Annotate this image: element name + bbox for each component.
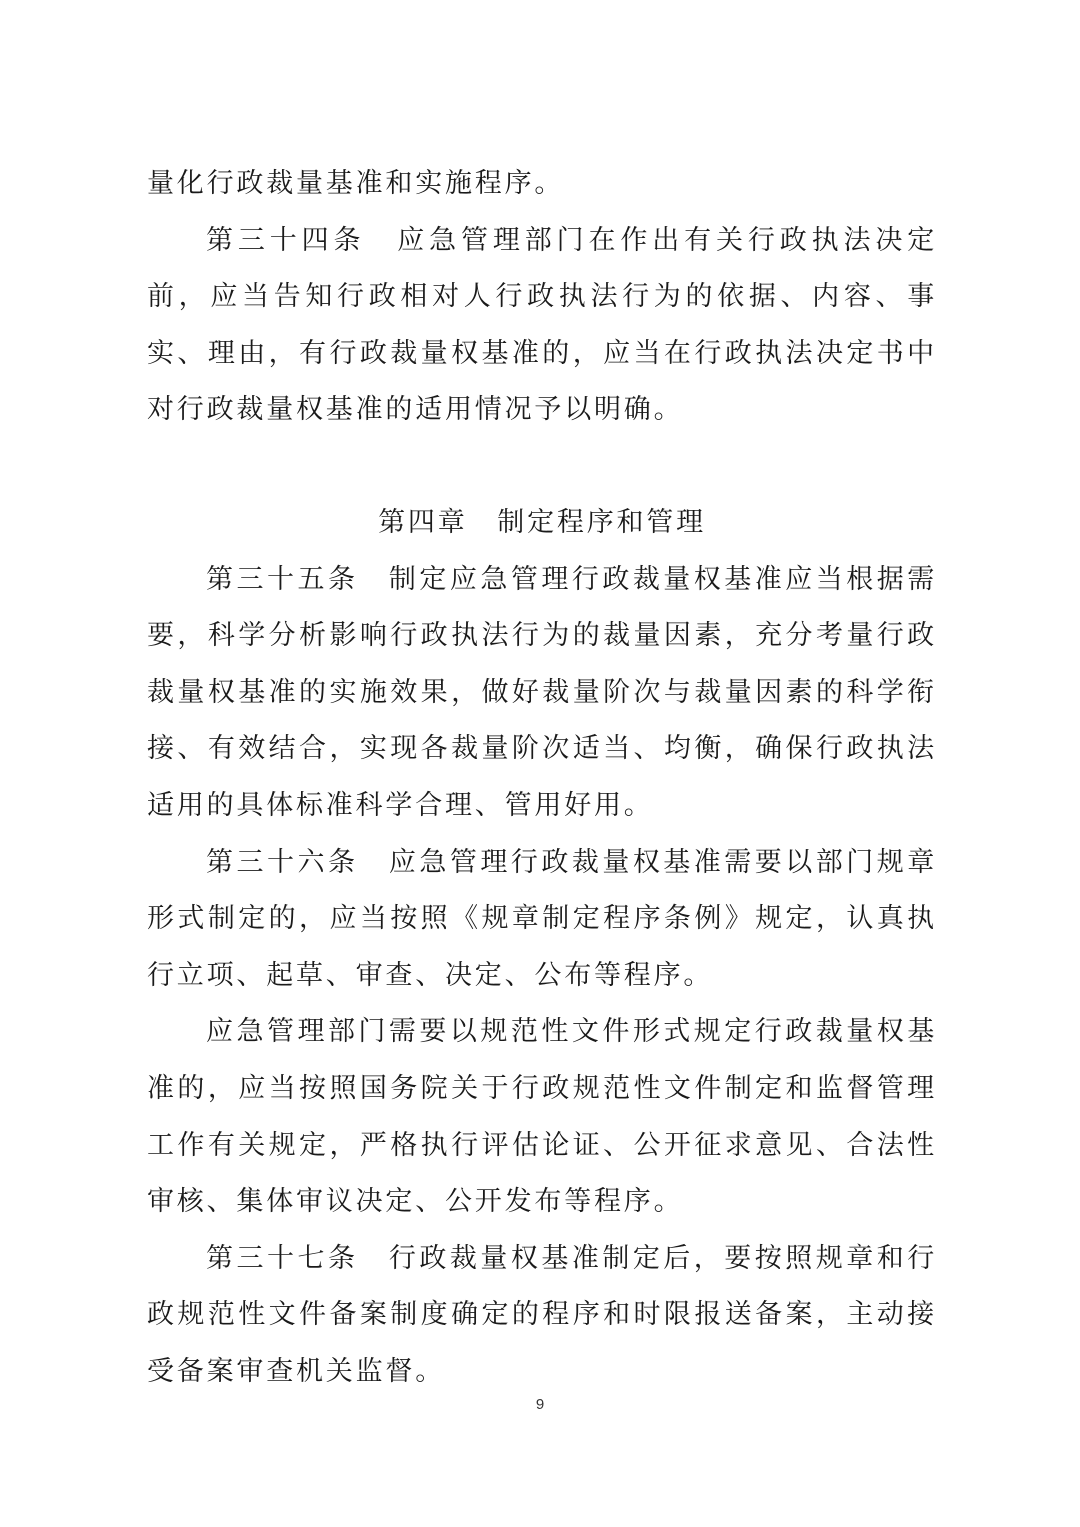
chapter-heading: 第四章 制定程序和管理: [378, 506, 706, 538]
paragraph-article-35: 第三十五条 制定应急管理行政裁量权基准应当根据需要，科学分析影响行政执法行为的裁量因素，充分考量行政裁量权基准的实施效果，做好裁量阶次与裁量因素的科学衔接、有效结合，实现各裁量阶次适当、均衡，确保行政执法适用的具体标准科学合理、管用好用。: [147, 563, 937, 821]
paragraph-article-37: 第三十七条 行政裁量权基准制定后，要按照规章和行政规范性文件备案制度确定的程序和时限报送备案，主动接受备案审查机关监督。: [147, 1242, 937, 1387]
paragraph-article-34: 第三十四条 应急管理部门在作出有关行政执法决定前，应当告知行政相对人行政执法行为的依据、内容、事实、理由，有行政裁量权基准的，应当在行政执法决定书中对行政裁量权基准的适用情况予以明确。: [147, 224, 937, 426]
document-body: [147, 156, 937, 1400]
page-number: 9: [535, 1396, 545, 1413]
paragraph-article-36: 第三十六条 应急管理行政裁量权基准需要以部门规章形式制定的，应当按照《规章制定程序条例》规定，认真执行立项、起草、审查、决定、公布等程序。: [147, 846, 937, 991]
paragraph-normative-documents: 应急管理部门需要以规范性文件形式规定行政裁量权基准的，应当按照国务院关于行政规范性文件制定和监督管理工作有关规定，严格执行评估论证、公开征求意见、合法性审核、集体审议决定、公开发布等程序。: [147, 1016, 937, 1218]
paragraph-continuation: 量化行政裁量基准和实施程序。: [147, 168, 565, 199]
